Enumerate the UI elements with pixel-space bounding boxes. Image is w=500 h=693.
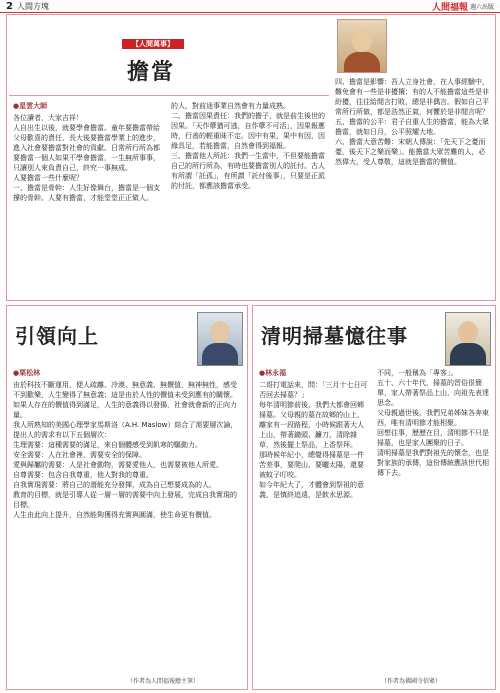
column-kicker: 【人間萬事】 — [122, 39, 184, 49]
article-column-2: 的人，對前途事業自然會有力量成熟。 二、擔當因果責任：我們的擔子，就是前生後世的因果。「天作孽猶可逃，自作孽不可活」，因果報應時，行善的輕重昧不定。因中有果，果中有因，因緣具足，若能擔當，自然會得到福報。 三、擔當他人所託：我們一生當中，不但要能擔當自己的所行所為，有時也要擔當別人的託付。古人有所謂「託孤」，有所謂「託付後事」，只要是正派的付託，都應該擔當承受。 — [171, 102, 325, 190]
section-name: 人間方塊 — [16, 1, 49, 11]
author-credit: （作者為佛國寺信眾） — [381, 678, 442, 685]
author-credit: （作者為人間福報總主筆） — [127, 678, 200, 685]
author-photo — [445, 312, 491, 366]
page-header — [0, 0, 500, 13]
page-number: 2 — [6, 0, 13, 12]
article-column-1: 二哥打電話來，問：「三月十七日可否回去掃墓？」 每年清明節前後，我們大都會回鄉掃墓。父母親的墓在故鄉的山上，離家有一段路程，小時候跟著大人上山，帶著鋤頭、鐮刀，清除雜草，然後擺上祭品，上香祭拜。 那時候年紀小，總覺得掃墓是一件苦差事，要爬山、要曬太陽，還要被蚊子叮咬。 如今年紀大了，才體會到祭祖的意義，是慎終追遠，是飲水思源。 — [259, 381, 368, 499]
article-dandang — [6, 14, 496, 301]
author-photo — [197, 312, 243, 366]
article-byline: ●星雲大師 — [13, 102, 48, 110]
photo-suit — [202, 343, 238, 365]
article-body: 由於科技不斷運用，便人疏離、冷漠、無意義、無價值，無神無性，感受不到歡樂，人生變得了無意義；這是由於人性的價值未受到應有的關懷。如果人存在的價值得到滿足，人生的意義得以發揚，社會就會新的正向力量。 我人所熟知的美國心理學家馬斯洛（A.H. Maslow）綜合了需要層次論，提出人的需求有以下五個層次： 生理需要：這種需要的滿足，來自個體感受到飢寒的驅動力。 安全需要：人在社會裡，需要安全的保障。 愛與歸屬的需要：人是社會動物，需要愛他人，也需要被他人所愛。 自尊需要：包含自我尊重，他人對我的尊重。 自我實現需要：將自己的潛能充分發揮，成為自己想要成為的人。 教育的目標，就是引導人從一層一層的需要中向上發展，完成自我實現的目標。 人生由此向上提升，自然能夠獲得充實與圓滿，使生命更有價值。 — [13, 381, 238, 519]
photo-face — [210, 321, 230, 343]
article-title: 擔當 — [127, 59, 176, 85]
article-title: 清明掃墓憶往事 — [261, 324, 408, 348]
photo-face — [458, 321, 478, 343]
portrait-robe — [344, 52, 380, 72]
article-column-1: 各位讀者，大家吉祥！ 人自出生以後，就要學會擔當。童年要擔當帶給父母歡喜的責任，長大後要擔當學業上的進步，進入社會要擔當對社會的貢獻。日常所行所為都要擔當一個人如果不學會擔當，一生無所事事，只讓別人來負責自己，終究一事無成。 人要擔當一些什麼呢？ 一、擔當是骨幹：人生好像舞台，擔當是一個支撐的骨幹。人要有擔當，才能堂堂正正做人。 — [13, 114, 160, 202]
article-title: 引領向上 — [15, 324, 99, 348]
article-byline: ●栗松林 — [13, 369, 41, 377]
article-yinling — [6, 305, 248, 690]
author-portrait — [337, 19, 387, 73]
newspaper-logo: 人間福報 — [431, 2, 468, 13]
article-column-3: 四、擔當是影響：吾人立身社會，在人事經驗中，難免會有一些是非擾攘；有的人不能擔當這些是非紛擾，往往給閒言打敗，總是非偶言。假如自己平常所行所做，都是浩然正氣，何懼於是非閒言呢？ 五、擔當的公平：君子自重人生的擔當，能為大眾擔當，就如日月，公平照耀大地。 六、擔當大意苦難：宋朝人傳說：「先天下之憂而憂，後天下之樂而樂」。能擔當大眾苦難的人，必然偉大，受人尊敬，這就是擔當的價值。 — [335, 78, 489, 166]
portrait-face — [352, 30, 372, 52]
article-qingming — [252, 305, 496, 690]
article-byline: ●林永福 — [259, 369, 287, 377]
article-column-2: 不同，一般稱為「專客」。 五十、六十年代，掃墓的習俗很簡單，家人帶著祭品上山，向祖先表達思念。 父母親過世後，我們兄弟姊妹各奔東西，唯有清明節才能相聚。 回想往事，歷歷在目，清明節不只是掃墓，也是家人團聚的日子。 清明掃墓是我們對祖先的懷念，也是對家族的承傳，這份傳統應該世代相傳下去。 — [377, 369, 489, 477]
publication-date: 週六出版 — [469, 3, 494, 11]
photo-suit — [450, 343, 486, 365]
